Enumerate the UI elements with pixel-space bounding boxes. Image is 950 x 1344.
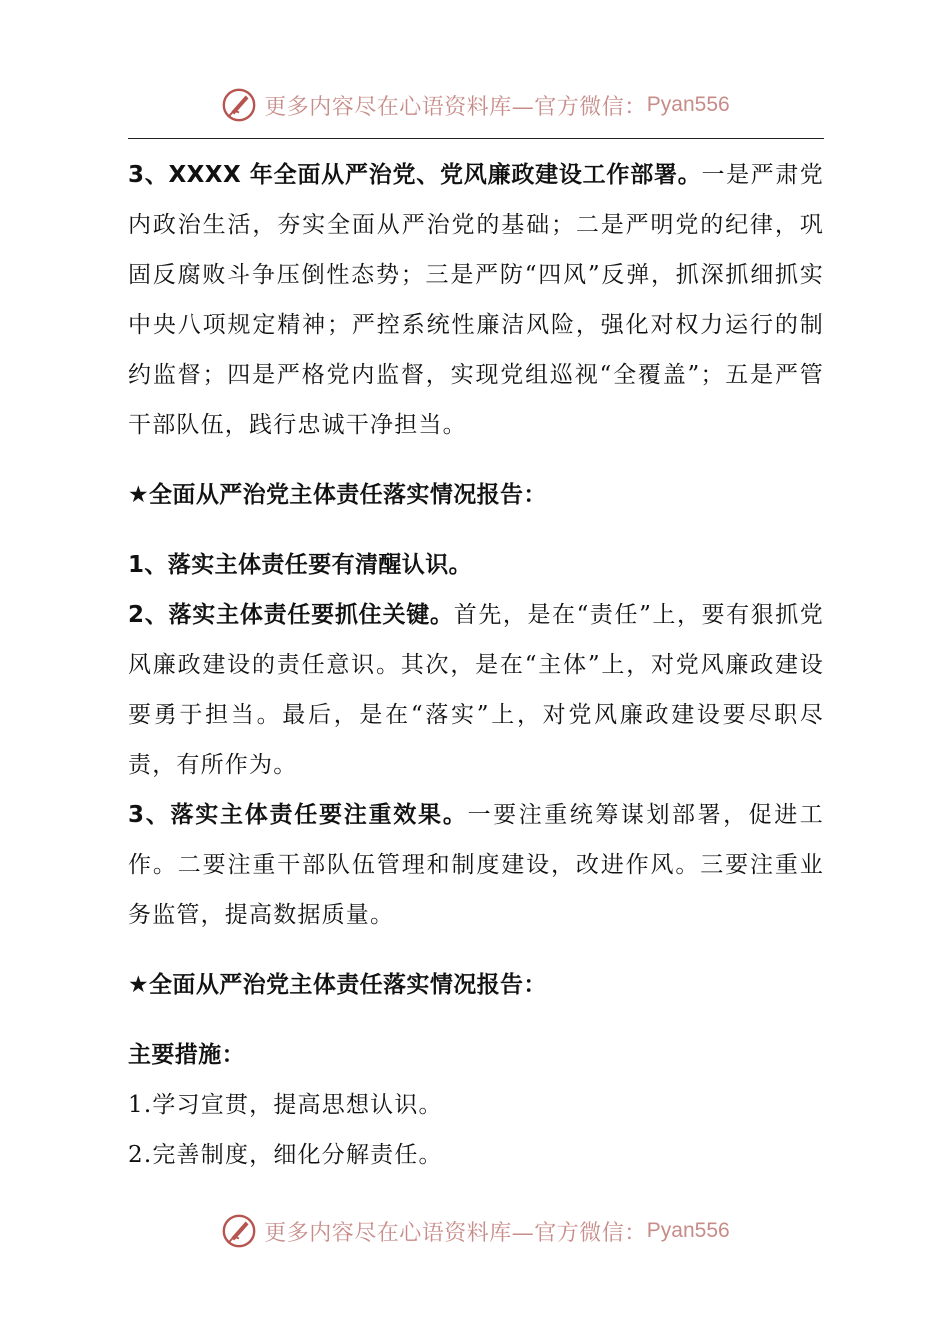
document-body	[128, 150, 824, 1180]
work-plan-title: 3、XXXX 年全面从严治党、党风廉政建设工作部署。	[128, 162, 702, 188]
banner-wechat-id: Pyan556	[646, 93, 730, 116]
list-item: 1、落实主体责任要有清醒认识。	[128, 552, 473, 578]
list-item: 1.学习宣贯，提高思想认识。	[128, 1092, 443, 1118]
list-item: 2.完善制度，细化分解责任。	[128, 1142, 443, 1168]
pen-logo-icon	[220, 1212, 258, 1250]
header-banner	[0, 80, 950, 130]
section-heading: ★全面从严治党主体责任落实情况报告：	[128, 482, 547, 508]
effects-body: 一要注重统筹谋划部署，促进工作。二要注重干部队伍管理和制度建设，改进作风。三要注重业务监管，提高数据质量。	[128, 802, 824, 928]
banner-wechat-id: Pyan556	[646, 1219, 730, 1242]
paragraph-work-plan	[128, 150, 824, 450]
work-plan-body: 一是严肃党内政治生活，夯实全面从严治党的基础；二是严明党的纪律，巩固反腐败斗争压倒性态势；三是严防“四风”反弹，抓深抓细抓实中央八项规定精神；严控系统性廉洁风险，强化对权力运行的制约监督；四是严格党内监督，实现党组巡视“全覆盖”；五是严管干部队伍，践行忠诚干净担当。	[128, 162, 825, 438]
pen-logo-icon	[220, 86, 258, 124]
effects-title: 3、落实主体责任要注重效果。	[128, 802, 468, 828]
measures-title: 主要措施：	[128, 1042, 245, 1068]
footer-banner	[0, 1206, 950, 1256]
banner-text: 更多内容尽在心语资料库—官方微信：	[264, 1220, 647, 1246]
banner-text: 更多内容尽在心语资料库—官方微信：	[264, 94, 647, 120]
paragraph-effects	[128, 790, 824, 940]
key-points-title: 2、落实主体责任要抓住关键。	[128, 602, 454, 628]
paragraph-key-points	[128, 590, 824, 790]
header-divider	[128, 138, 824, 139]
section-heading: ★全面从严治党主体责任落实情况报告：	[128, 972, 547, 998]
key-points-body: 首先，是在“责任”上，要有狠抓党风廉政建设的责任意识。其次，是在“主体”上，对党风廉政建设要勇于担当。最后，是在“落实”上，对党风廉政建设要尽职尽责，有所作为。	[128, 602, 825, 778]
